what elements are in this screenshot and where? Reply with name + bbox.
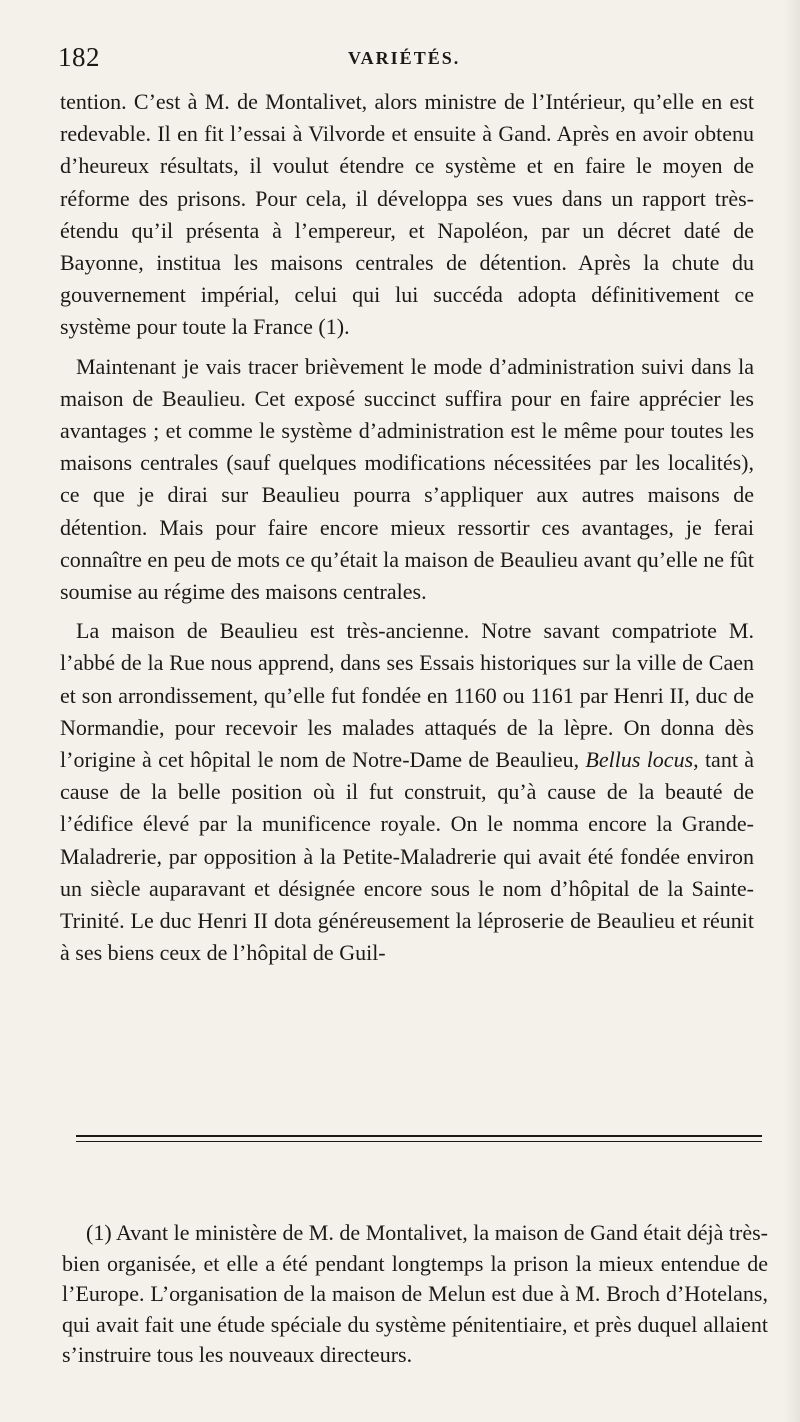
footnote: (1) Avant le ministère de M. de Montalivet, la maison de Gand était déjà très-bien organisée, et elle a été pendant longtemps la prison la mieux entendue de l’Europe. L’organisation de la maison de Melun est due à M. Broch d’Hotelans, qui avait fait une étude spéciale du système pénitentiaire, et près duquel allaient s’instruire tous les nouveaux directeurs. bbox=[62, 1220, 768, 1368]
paragraph-1: tention. C’est à M. de Montalivet, alors ministre de l’Intérieur, qu’elle en est redevable. Il en fit l’essai à Vilvorde et ensuite à Gand. Après en avoir obtenu d’heureux résultats, il voulut étendre ce système et en faire le moyen de réforme des prisons. Pour cela, il développa ses vues dans un rapport très-étendu qu’il présenta à l’empereur, et Napoléon, par un décret daté de Bayonne, institua les maisons centrales de détention. Après la chute du gouvernement impérial, celui qui lui succéda adopta définitivement ce système pour toute la France (1). bbox=[60, 89, 754, 340]
paragraph-3 bbox=[60, 615, 754, 969]
running-title: VARIÉTÉS. bbox=[348, 48, 461, 68]
page-number: 182 bbox=[58, 42, 100, 72]
footnote-separator bbox=[76, 1135, 762, 1142]
paragraph-2: Maintenant je vais tracer brièvement le mode d’administration suivi dans la maison de Beaulieu. Cet exposé succinct suffira pour en faire apprécier les avantages ; et comme le système d’administration est le même pour toutes les maisons centrales (sauf quelques modifications nécessitées par les localités), ce que je dirai sur Beaulieu pourra s’appliquer aux autres maisons de détention. Mais pour faire encore mieux ressortir ces avantages, je ferai connaître en peu de mots ce qu’était la maison de Beaulieu avant qu’elle ne fût soumise au régime des maisons centrales. bbox=[60, 353, 754, 605]
main-text bbox=[60, 86, 754, 976]
page-edge-shadow bbox=[784, 0, 800, 1422]
latin-term: Bellus locus bbox=[585, 747, 694, 773]
paragraph-3-part-2: , tant à cause de la belle position où il fut construit, qu’à cause de la beauté de l’édifice élevé par la munificence royale. On le nomma encore la Grande-Maladrerie, par opposition à la Petite-Maladrerie qui avait été fondée environ un siècle auparavant et désignée encore sous le nom d’hôpital de la Sainte-Trinité. Le duc Henri II dota généreusement la léproserie de Beaulieu et réunit à ses biens ceux de l’hôpital de Guil- bbox=[60, 747, 754, 966]
paragraph-3-part-1: La maison de Beaulieu est très-ancienne. Notre savant compatriote M. l’abbé de la Rue nous apprend, dans ses Essais historiques sur la ville de Caen et son arrondissement, qu’elle fut fondée en 1160 ou 1161 par Henri II, duc de Normandie, pour recevoir les malades attaqués de la lèpre. On donna dès l’origine à cet hôpital le nom de Notre-Dame de Beaulieu, bbox=[60, 618, 754, 773]
page-header bbox=[58, 42, 756, 76]
